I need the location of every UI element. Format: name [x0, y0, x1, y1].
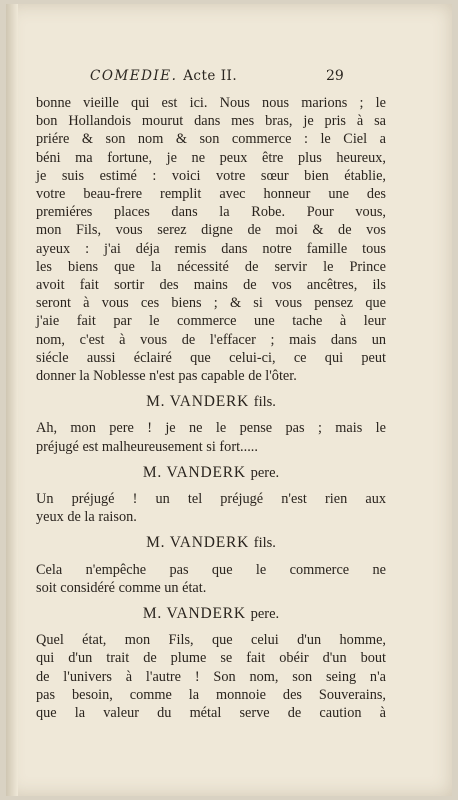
speaker-name: M. VANDERK: [142, 463, 251, 481]
speaker-heading: [36, 393, 386, 411]
speaker-role: fils.: [253, 394, 276, 411]
page-gutter-shadow: [6, 4, 18, 796]
text-line: bon Hollandois mourut dans mes bras, je pris à sa: [36, 113, 386, 130]
text-line: yeux de la raison.: [36, 509, 137, 526]
text-line: siécle aussi éclairé que celui-ci, ce qui peut: [36, 349, 386, 366]
text-line: Cela n'empêche pas que le commerce ne: [36, 561, 386, 578]
text-line: pas besoin, comme la monnoie des Souverains,: [36, 686, 386, 703]
speaker-heading: [36, 464, 386, 482]
text-line: donner la Noblesse n'est pas capable de l'ôter.: [36, 368, 297, 385]
text-line: béni ma fortune, je ne peux être plus heureux,: [36, 149, 386, 166]
text-line: avoit fait sortir des mains de vos ancêtres, ils: [36, 277, 386, 294]
speaker-role: pere.: [250, 606, 280, 623]
running-header: [90, 68, 360, 84]
book-page: [6, 4, 452, 796]
dialogue-paragraph: [36, 490, 386, 526]
speaker-heading: [36, 605, 386, 623]
text-line: je suis estimé : voici votre sœur bien établie,: [36, 167, 386, 184]
dialogue-paragraph: [36, 419, 386, 455]
play-text: [36, 94, 386, 722]
text-line: Un préjugé ! un tel préjugé n'est rien aux: [36, 491, 386, 508]
text-line: j'aie fait par le commerce une tache à leur: [36, 313, 386, 330]
speaker-role: pere.: [250, 464, 280, 481]
dialogue-paragraph: [36, 94, 386, 385]
text-line: premiéres places dans la Robe. Pour vous,: [36, 204, 386, 221]
text-line: Ah, mon pere ! je ne le pense pas ; mais le: [36, 420, 386, 437]
text-line: que la valeur du métal serve de caution à: [36, 705, 386, 722]
text-line: soit considéré comme un état.: [36, 579, 207, 596]
page-number: 29: [326, 68, 344, 84]
text-line: préjugé est malheureusement si fort.....: [36, 438, 258, 455]
text-line: priére & son nom & son commerce : le Ciel a: [36, 131, 386, 148]
speaker-heading: [36, 534, 386, 552]
text-line: mon Fils, vous serez digne de moi & de vos: [36, 222, 386, 239]
text-line: nom, c'est à vous de l'effacer ; mais dans un: [36, 331, 386, 348]
text-line: les biens que la nécessité de servir le Prince: [36, 258, 386, 275]
text-line: ayeux : j'ai déja remis dans notre famille tous: [36, 240, 386, 257]
dialogue-paragraph: [36, 631, 386, 722]
text-line: seront à vous ces biens ; & si vous pensez que: [36, 295, 386, 312]
text-line: bonne vieille qui est ici. Nous nous marions ; le: [36, 95, 386, 111]
header-title: COMEDIE.: [90, 68, 178, 84]
text-line: votre beau-frere remplit avec honneur une des: [36, 186, 386, 203]
speaker-name: M. VANDERK: [146, 534, 254, 552]
header-act: Acte II.: [183, 68, 238, 84]
dialogue-paragraph: [36, 561, 386, 597]
text-line: qui d'un trait de plume se fait obéir d'un bout: [36, 650, 386, 667]
speaker-role: fils.: [253, 535, 276, 552]
speaker-name: M. VANDERK: [142, 605, 251, 623]
text-line: de l'univers à l'autre ! Son nom, son seing n'a: [36, 668, 386, 685]
speaker-name: M. VANDERK: [146, 393, 254, 411]
text-line: Quel état, mon Fils, que celui d'un homme,: [36, 632, 386, 649]
